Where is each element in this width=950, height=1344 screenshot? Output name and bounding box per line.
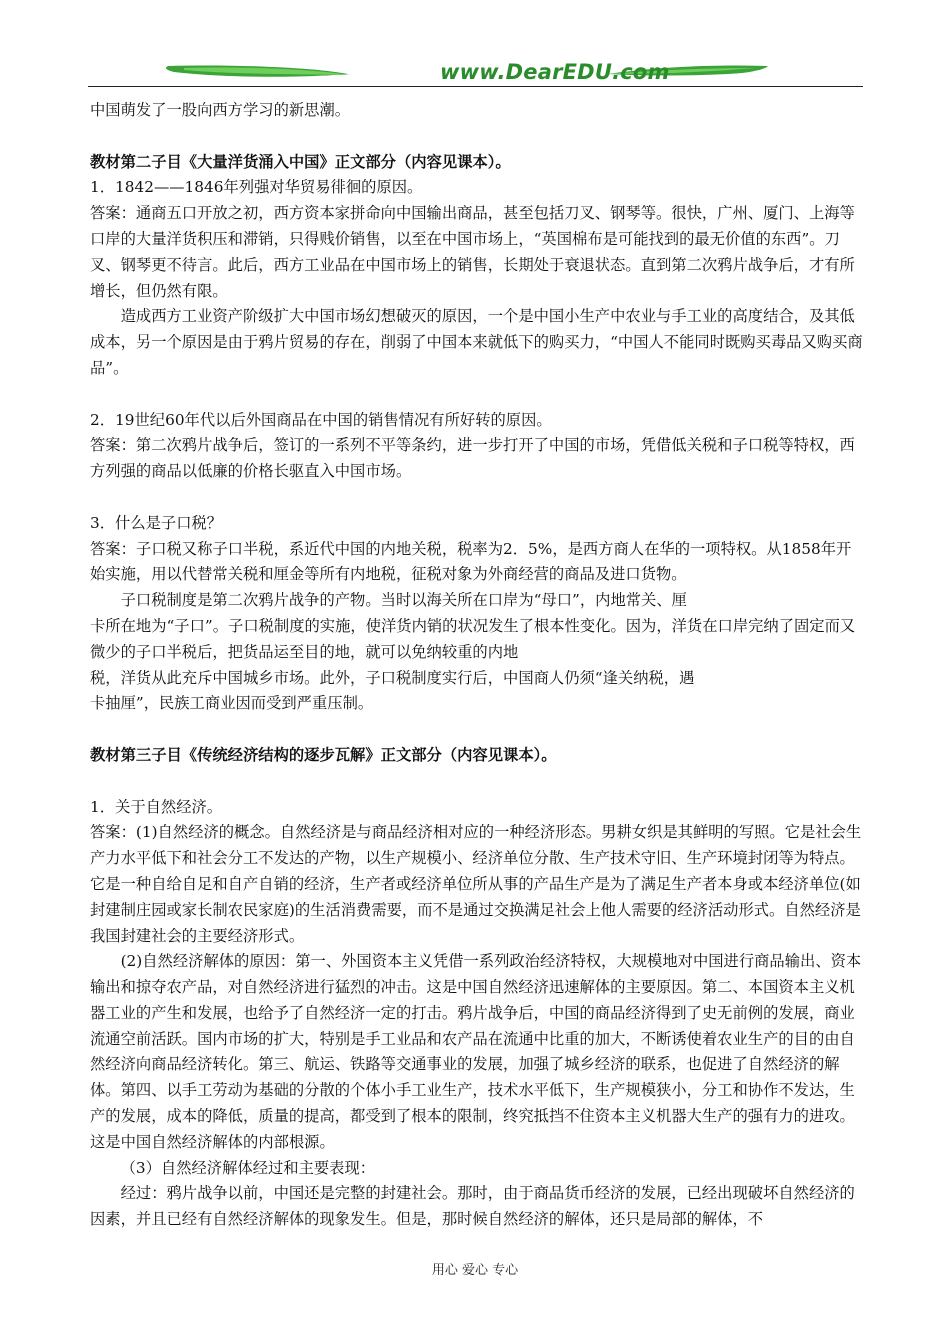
paragraph: (2)自然经济解体的原因：第一、外国资本主义凭借一系列政治经济特权，大规模地对中国进行商品输出、资本输出和掠夺农产品，对自然经济进行猛烈的冲击。这是中国自然经济迅速解体的主要原因。第二、本国资本主义机器工业的产生和发展，也给予了自然经济一定的打击。鸦片战争后，中国的商品经济得到了史无前例的发展，商业流通空前活跃。国内市场的扩大，特别是手工业品和农产品在流通中比重的加大，不断诱使着农业生产的目的由自然经济向商品经济转化。第三、航运、铁路等交通事业的发展，加强了城乡经济的联系，也促进了自然经济的解体。第四、以手工劳动为基础的分散的个体小手工业生产，技术水平低下，生产规模狭小，分工和协作不发达，生产的发展，成本的降低，质量的提高，都受到了根本的限制，终究抵挡不住资本主义机器大生产的强有力的进攻。这是中国自然经济解体的内部根源。	[90, 952, 862, 1151]
paragraph: 经过：鸦片战争以前，中国还是完整的封建社会。那时，由于商品货币经济的发展，已经出现破坏自然经济的因素，并且已经有自然经济解体的现象发生。但是，那时候自然经济的解体，还只是局部的解体，不	[90, 1184, 855, 1229]
header-rule	[88, 86, 863, 87]
paragraph: 子口税制度是第二次鸦片战争的产物。当时以海关所在口岸为“母口”，内地常关、厘	[120, 591, 687, 610]
section-heading: 教材第三子目《传统经济结构的逐步瓦解》正文部分（内容见课本）。	[90, 745, 557, 764]
answer: 答案：(1)自然经济的概念。自然经济是与商品经济相对应的一种经济形态。男耕女织是其鲜明的写照。它是社会生产力水平低下和社会分工不发达的产物，以生产规模小、经济单位分散、生产技术守旧、生产环境封闭等为特点。它是一种自给自足和自产自销的经济，生产者或经济单位所从事的产品生产是为了满足生产者本身或本经济单位(如封建制庄园或家长制农民家庭)的生活消费需要，而不是通过交换满足社会上他人需要的经济活动形式。自然经济是我国封建社会的主要经济形式。	[90, 823, 862, 945]
question: 2．19世纪60年代以后外国商品在中国的销售情况有所好转的原因。	[90, 410, 552, 429]
blank-line	[90, 485, 865, 511]
document-body	[90, 98, 865, 1233]
blank-line	[90, 124, 865, 150]
site-url: www.DearEDU.com	[440, 60, 670, 84]
blank-line	[90, 769, 865, 795]
section-heading: 教材第二子目《大量洋货涌入中国》正文部分（内容见课本）。	[90, 152, 511, 171]
paragraph: （3）自然经济解体经过和主要表现：	[120, 1158, 376, 1177]
question: 1．1842——1846年列强对华贸易徘徊的原因。	[90, 178, 423, 197]
question: 3．什么是子口税？	[90, 513, 223, 532]
answer: 答案：第二次鸦片战争后，签订的一系列不平等条约，进一步打开了中国的市场，凭借低关税和子口税等特权，西方列强的商品以低廉的价格长驱直入中国市场。	[90, 436, 855, 481]
paragraph: 税，洋货从此充斥中国城乡市场。此外，子口税制度实行后，中国商人仍须“逢关纳税，遇	[90, 668, 695, 687]
blank-line	[90, 382, 865, 408]
blank-line	[90, 717, 865, 743]
paragraph: 卡抽厘”，民族工商业因而受到严重压制。	[90, 694, 374, 713]
paragraph: 卡所在地为“子口”。子口税制度的实施，使洋货内销的状况发生了根本性变化。因为，洋货在口岸完纳了固定而又微少的子口半税后，把货品运至目的地，就可以免纳较重的内地	[90, 616, 856, 661]
question: 1．关于自然经济。	[90, 797, 223, 816]
paragraph: 造成西方工业资产阶级扩大中国市场幻想破灭的原因，一个是中国小生产中农业与手工业的高度结合，及其低成本，另一个原因是由于鸦片贸易的存在，削弱了中国本来就低下的购买力，“中国人不能同时既购买毒品又购买商品”。	[90, 307, 863, 377]
page-footer: 用心 爱心 专心	[431, 1263, 519, 1278]
answer: 答案：子口税又称子口半税，系近代中国的内地关税，税率为2．5%，是西方商人在华的一项特权。从1858年开始实施，用以代替常关税和厘金等所有内地税，征税对象为外商经营的商品及进口货物。	[90, 539, 852, 584]
paragraph: 中国萌发了一股向西方学习的新思潮。	[90, 101, 351, 119]
site-header-banner	[88, 58, 863, 90]
answer: 答案：通商五口开放之初，西方资本家拼命向中国输出商品，甚至包括刀叉、钢琴等。很快，广州、厦门、上海等口岸的大量洋货积压和滞销，只得贱价销售，以至在中国市场上，“英国棉布是可能找到的最无价值的东西”。刀叉、钢琴更不待言。此后，西方工业品在中国市场上的销售，长期处于衰退状态。直到第二次鸦片战争后，才有所增长，但仍然有限。	[90, 204, 855, 300]
